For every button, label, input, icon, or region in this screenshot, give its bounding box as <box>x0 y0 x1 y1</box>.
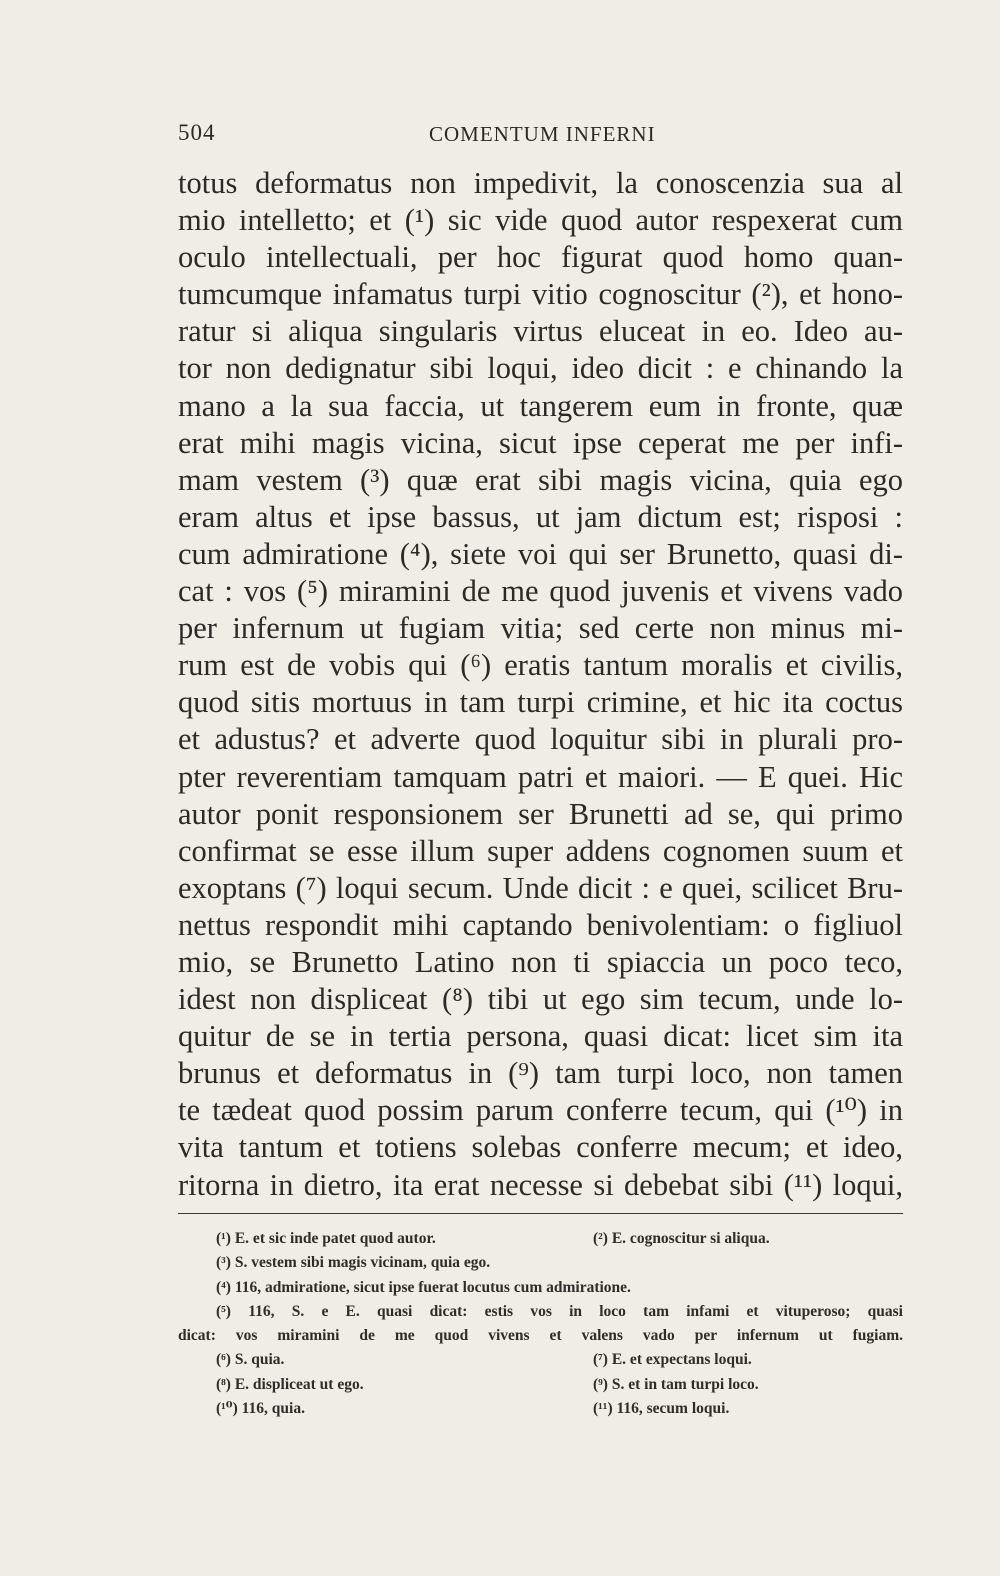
text-line: brunus et deformatus in (⁹) tam turpi loco, non tamen <box>178 1056 903 1091</box>
text-line: mio, se Brunetto Latino non ti spiaccia un poco teco, <box>178 944 903 979</box>
text-line: pter reverentiam tamquam patri et maiori. — E quei. Hic <box>178 759 903 794</box>
text-line: totus deformatus non impedivit, la conoscenzia sua al <box>178 166 903 200</box>
footnote-row <box>178 1276 903 1300</box>
footnote-11: (¹¹) 116, secum loqui. <box>593 1400 730 1418</box>
body-text <box>178 165 903 1204</box>
text-line: cum admiratione (⁴), siete voi qui ser Brunetto, quasi di- <box>178 536 903 571</box>
text-line: mano a la sua faccia, ut tangerem eum in fronte, quæ <box>178 388 903 423</box>
footnote-5-continued: dicat: vos miramini de me quod vivens et valens vado per infernum ut fugiam. <box>178 1327 903 1345</box>
text-line: exoptans (⁷) loqui secum. Unde dicit : e quei, scilicet Bru- <box>178 870 903 905</box>
footnote-row <box>178 1251 903 1275</box>
footnotes <box>178 1227 903 1421</box>
text-line: ritorna in dietro, ita erat necesse si debebat sibi (¹¹) loqui, <box>178 1167 903 1202</box>
footnote-3: (³) S. vestem sibi magis vicinam, quia ego. <box>216 1254 491 1272</box>
text-line: cat : vos (⁵) miramini de me quod juvenis et vivens vado <box>178 574 903 609</box>
text-line: tumcumque infamatus turpi vitio cognoscitur (²), et hono- <box>178 277 903 312</box>
text-line: et adustus? et adverte quod loquitur sibi in plurali pro- <box>178 722 903 757</box>
text-line: idest non displiceat (⁸) tibi ut ego sim tecum, unde lo- <box>178 982 903 1017</box>
page-number: 504 <box>178 120 216 145</box>
footnote-7: (⁷) E. et expectans loqui. <box>593 1351 752 1369</box>
page-header <box>178 120 903 154</box>
footnote-row <box>178 1324 903 1348</box>
text-line: mam vestem (³) quæ erat sibi magis vicina, quia ego <box>178 462 903 497</box>
text-line: erat mihi magis vicina, sicut ipse ceperat me per infi- <box>178 425 903 460</box>
footnote-row <box>178 1373 903 1397</box>
running-title: COMENTUM INFERNI <box>429 122 656 146</box>
text-line: oculo intellectuali, per hoc figurat quod homo quan- <box>178 240 903 275</box>
footnote-row <box>178 1397 903 1421</box>
footnote-10: (¹⁰) 116, quia. <box>216 1400 305 1418</box>
footnote-row <box>178 1348 903 1372</box>
footnote-6: (⁶) S. quia. <box>216 1351 285 1369</box>
text-line: autor ponit responsionem ser Brunetti ad se, qui primo <box>178 796 903 831</box>
footnote-row <box>178 1300 903 1324</box>
text-line: confirmat se esse illum super addens cognomen suum et <box>178 833 903 868</box>
text-line: mio intelletto; et (¹) sic vide quod autor respexerat cum <box>178 203 903 238</box>
text-line: te tædeat quod possim parum conferre tecum, qui (¹⁰) in <box>178 1093 903 1128</box>
text-line: quod sitis mortuus in tam turpi crimine, et hic ita coctus <box>178 685 903 720</box>
text-line: tor non dedignatur sibi loqui, ideo dicit : e chinando la <box>178 351 903 386</box>
footnote-5: (⁵) 116, S. e E. quasi dicat: estis vos in loco tam infami et vituperoso; quasi <box>216 1302 903 1320</box>
text-line: quitur de se in tertia persona, quasi dicat: licet sim ita <box>178 1019 903 1054</box>
footnote-1: (¹) E. et sic inde patet quod autor. <box>216 1230 436 1247</box>
footnote-row <box>178 1227 903 1251</box>
text-line: per infernum ut fugiam vitia; sed certe non minus mi- <box>178 611 903 646</box>
footnote-4: (⁴) 116, admiratione, sicut ipse fuerat locutus cum admiratione. <box>216 1278 631 1296</box>
text-line: ratur si aliqua singularis virtus eluceat in eo. Ideo au- <box>178 314 903 349</box>
text-line: eram altus et ipse bassus, ut jam dictum est; risposi : <box>178 499 903 534</box>
text-line: rum est de vobis qui (⁶) eratis tantum moralis et civilis, <box>178 648 903 683</box>
footnote-divider <box>178 1213 903 1214</box>
footnote-9: (⁹) S. et in tam turpi loco. <box>593 1375 759 1393</box>
footnote-8: (⁸) E. displiceat ut ego. <box>216 1375 364 1393</box>
text-line: nettus respondit mihi captando benivolentiam: o figliuol <box>178 907 903 942</box>
footnote-2: (²) E. cognoscitur si aliqua. <box>593 1230 770 1247</box>
text-line: vita tantum et totiens solebas conferre mecum; et ideo, <box>178 1130 903 1165</box>
